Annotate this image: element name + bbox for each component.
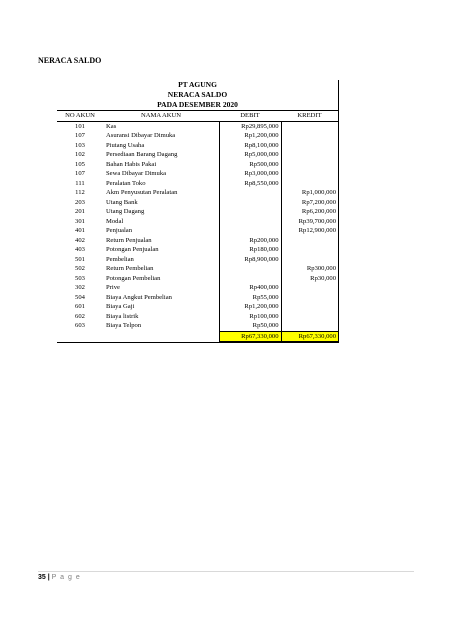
cell-debit: Rp180,000 <box>219 245 281 255</box>
cell-debit <box>219 188 281 198</box>
cell-debit: Rp5,000,000 <box>219 150 281 160</box>
cell-kredit: Rp30,000 <box>310 274 336 282</box>
cell-debit: Rp8,550,000 <box>219 179 281 189</box>
cell-nama-akun: Biaya listrik <box>103 312 219 322</box>
cell-nama-akun: Biaya Gaji <box>103 302 219 312</box>
cell-kredit <box>281 245 338 255</box>
table-row <box>57 160 338 170</box>
cell-no-akun: 103 <box>75 141 85 149</box>
cell-no-akun: 502 <box>75 265 85 272</box>
table-row <box>57 283 338 293</box>
table-row <box>57 255 338 265</box>
section-heading: NERACA SALDO <box>38 56 102 65</box>
cell-kredit: Rp7,200,000 <box>301 198 336 206</box>
cell-no-akun: 102 <box>75 151 85 158</box>
table-row <box>57 131 338 141</box>
cell-nama-akun: Biaya Telpon <box>103 321 219 331</box>
report-title: NERACA SALDO <box>167 90 228 99</box>
total-row <box>57 331 338 342</box>
cell-no-akun: 401 <box>75 227 85 234</box>
cell-nama-akun: Potongan Pembelian <box>103 274 219 284</box>
table-row <box>57 274 338 284</box>
table-row <box>57 188 338 198</box>
table-row <box>57 245 338 255</box>
cell-kredit <box>281 169 338 179</box>
cell-debit: Rp50,000 <box>219 321 281 331</box>
cell-no-akun: 101 <box>75 122 85 130</box>
cell-no-akun: 503 <box>75 274 85 282</box>
cell-no-akun: 602 <box>75 312 85 320</box>
cell-kredit <box>281 321 338 331</box>
cell-kredit <box>281 312 338 322</box>
cell-debit: Rp3,000,000 <box>219 169 281 179</box>
cell-kredit <box>281 293 338 303</box>
cell-nama-akun: Return Penjualan <box>103 236 219 246</box>
cell-nama-akun: Penjualan <box>103 226 219 236</box>
cell-empty <box>103 331 219 342</box>
table-row <box>57 121 338 131</box>
cell-no-akun: 105 <box>75 160 85 168</box>
cell-kredit <box>281 236 338 246</box>
total-kredit: Rp67,330,000 <box>281 331 338 342</box>
cell-debit <box>219 274 281 284</box>
table-row <box>57 198 338 208</box>
cell-kredit <box>281 302 338 312</box>
cell-nama-akun: Utang Bank <box>103 198 219 208</box>
table-row <box>57 312 338 322</box>
table-row <box>57 169 338 179</box>
cell-debit: Rp100,000 <box>219 312 281 322</box>
table-row <box>57 207 338 217</box>
table-row <box>57 217 338 227</box>
cell-no-akun: 301 <box>75 217 85 225</box>
column-header-kredit: KREDIT <box>281 111 338 122</box>
cell-no-akun: 107 <box>75 170 85 177</box>
cell-no-akun: 302 <box>75 284 85 291</box>
cell-debit: Rp8,100,000 <box>219 141 281 151</box>
table-row <box>57 321 338 331</box>
cell-kredit <box>281 141 338 151</box>
company-name: PT AGUNG <box>178 80 217 89</box>
cell-nama-akun: Modal <box>103 217 219 227</box>
cell-debit <box>219 217 281 227</box>
cell-no-akun: 403 <box>75 246 85 253</box>
page-number: 35 <box>38 574 46 581</box>
cell-debit: Rp8,900,000 <box>219 255 281 265</box>
cell-debit: Rp1,200,000 <box>219 302 281 312</box>
cell-debit: Rp55,000 <box>219 293 281 303</box>
table-row <box>57 150 338 160</box>
cell-kredit <box>281 283 338 293</box>
cell-no-akun: 504 <box>75 293 85 301</box>
cell-debit: Rp29,895,000 <box>219 121 281 131</box>
cell-kredit: Rp6,200,000 <box>301 208 336 215</box>
cell-debit: Rp500,000 <box>219 160 281 170</box>
cell-nama-akun: Bahan Habis Pakai <box>103 160 219 170</box>
table-row <box>57 226 338 236</box>
cell-debit: Rp200,000 <box>219 236 281 246</box>
cell-nama-akun: Pembelian <box>103 255 219 265</box>
cell-kredit <box>281 150 338 160</box>
table-row <box>57 293 338 303</box>
cell-no-akun: 112 <box>75 189 85 196</box>
cell-kredit <box>281 131 338 141</box>
footer-divider <box>38 571 414 572</box>
cell-nama-akun: Kas <box>103 121 219 131</box>
column-header-debit: DEBIT <box>219 111 281 122</box>
table-row <box>57 236 338 246</box>
cell-kredit <box>281 121 338 131</box>
page-word: P a g e <box>51 574 81 581</box>
cell-no-akun: 501 <box>75 255 85 263</box>
table-row <box>57 264 338 274</box>
cell-no-akun: 603 <box>75 322 85 330</box>
report-period: PADA DESEMBER 2020 <box>157 100 238 109</box>
cell-nama-akun: Persediaan Barang Dagang <box>103 150 219 160</box>
cell-debit: Rp1,200,000 <box>219 131 281 141</box>
cell-nama-akun: Biaya Angkut Pembelian <box>103 293 219 303</box>
cell-nama-akun: Sewa Dibayar Dimuka <box>103 169 219 179</box>
cell-kredit: Rp12,900,000 <box>298 227 336 234</box>
cell-nama-akun: Akm Penyusutan Peralatan <box>103 188 219 198</box>
column-header-nama-akun: NAMA AKUN <box>103 111 219 122</box>
cell-nama-akun: Asuransi Dibayar Dimuka <box>103 131 219 141</box>
cell-kredit: Rp1,000,000 <box>301 189 336 196</box>
cell-debit <box>219 264 281 274</box>
cell-nama-akun: Return Pembelian <box>103 264 219 274</box>
page-footer <box>38 574 81 581</box>
cell-no-akun: 111 <box>75 179 85 187</box>
cell-nama-akun: Peralatan Toko <box>103 179 219 189</box>
cell-kredit: Rp300,000 <box>306 265 336 272</box>
trial-balance-table <box>57 110 338 342</box>
cell-empty <box>57 331 103 342</box>
trial-balance-sheet <box>57 80 339 343</box>
total-debit: Rp67,330,000 <box>219 331 281 342</box>
cell-debit <box>219 198 281 208</box>
table-row <box>57 141 338 151</box>
cell-nama-akun: Prive <box>103 283 219 293</box>
cell-no-akun: 107 <box>75 132 85 139</box>
cell-kredit <box>281 160 338 170</box>
cell-debit <box>219 226 281 236</box>
cell-nama-akun: Utang Dagang <box>103 207 219 217</box>
cell-no-akun: 601 <box>75 303 85 310</box>
cell-kredit: Rp39,700,000 <box>298 217 336 225</box>
cell-kredit <box>281 179 338 189</box>
cell-no-akun: 201 <box>75 208 85 215</box>
table-header-row <box>57 111 338 122</box>
cell-kredit <box>281 255 338 265</box>
table-row <box>57 179 338 189</box>
cell-debit <box>219 207 281 217</box>
table-row <box>57 302 338 312</box>
cell-no-akun: 203 <box>75 198 85 206</box>
cell-nama-akun: Potongan Penjualan <box>103 245 219 255</box>
cell-debit: Rp400,000 <box>219 283 281 293</box>
column-header-no-akun: NO AKUN <box>57 111 103 122</box>
cell-no-akun: 402 <box>75 236 85 244</box>
footer-separator: | <box>45 574 52 581</box>
cell-nama-akun: Piutang Usaha <box>103 141 219 151</box>
